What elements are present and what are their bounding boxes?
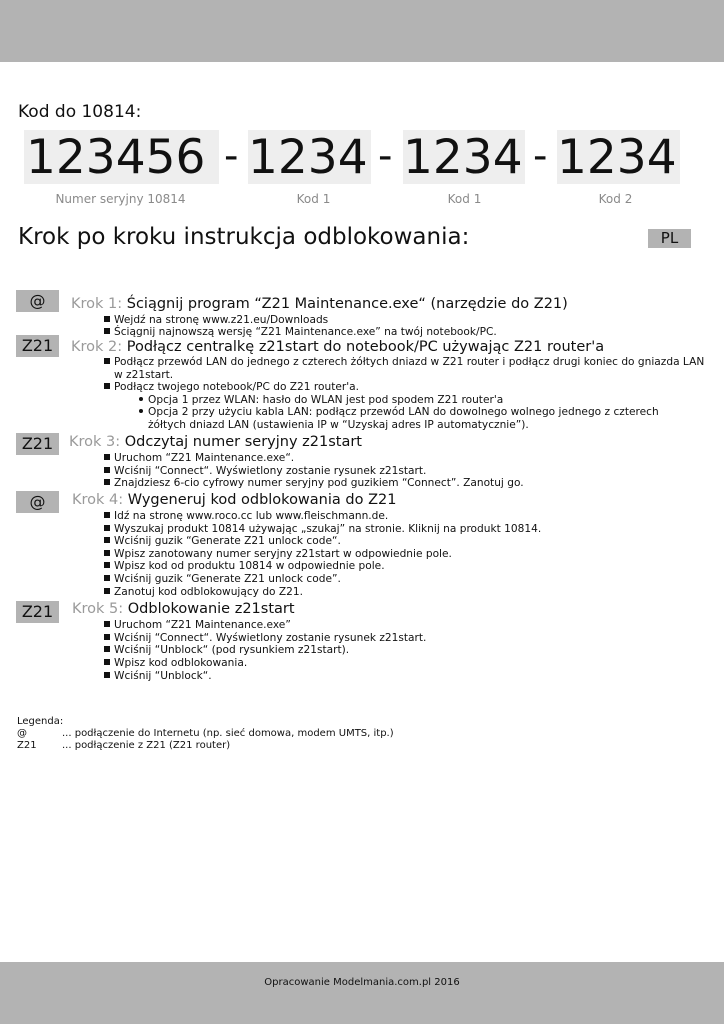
step1-title [71,296,568,312]
bullet-square-icon [104,562,110,568]
bullet-square-icon [104,383,110,389]
serial-number-caption: Numer seryjny 10814 [55,192,186,206]
list-item: Wyszukaj produkt 10814 używając „szukaj” na stronie. Kliknij na produkt 10814. [104,523,541,536]
list-item: Wpisz kod odblokowania. [104,657,247,670]
legend-symbol: @ [17,728,27,739]
step4-prefix: Krok 4: [72,492,124,508]
bullet-square-icon [104,358,110,364]
legend-symbol: Z21 [17,740,37,751]
step4-title-text: Wygeneruj kod odblokowania do Z21 [127,492,397,508]
step3-badge: Z21 [16,433,59,455]
bullet-square-icon [104,672,110,678]
list-item: Uruchom “Z21 Maintenance.exe” [104,619,291,632]
step3-title [69,434,362,450]
list-item: Wpisz zanotowany numer seryjny z21start w odpowiednie pole. [104,548,452,561]
code2-box: 1234 [557,130,680,184]
list-item: Idź na stronę www.roco.cc lub www.fleischmann.de. [104,510,388,523]
list-item: Wciśnij “Unblock“ (pod rysunkiem z21start). [104,644,349,657]
sub-list-item: Opcja 1 przez WLAN: hasło do WLAN jest pod spodem Z21 router'a [139,394,503,407]
code-separator: - [224,133,239,179]
code-separator: - [378,133,393,179]
code1-box: 1234 [248,130,371,184]
bullet-square-icon [104,479,110,485]
step4-title [72,492,396,508]
step4-badge: @ [16,491,59,513]
list-item: Uruchom “Z21 Maintenance.exe“. [104,452,294,465]
step5-prefix: Krok 5: [72,601,124,617]
code-label: Kod do 10814: [18,102,142,122]
list-item: Zanotuj kod odblokowujący do Z21. [104,586,303,599]
list-item: Wciśnij guzik “Generate Z21 unlock code“. [104,535,341,548]
code1-caption: Kod 1 [296,192,331,206]
bullet-dot-icon [139,409,143,413]
bullet-square-icon [104,588,110,594]
bullet-square-icon [104,634,110,640]
bullet-square-icon [104,646,110,652]
list-item: Wciśnij “Connect“. Wyświetlony zostanie rysunek z21start. [104,632,426,645]
language-badge: PL [648,229,691,248]
code2-caption: Kod 2 [598,192,633,206]
bullet-square-icon [104,467,110,473]
legend-text: ... podłączenie z Z21 (Z21 router) [62,740,231,751]
serial-number-box: 123456 [24,130,219,184]
step2-badge: Z21 [16,335,59,357]
step2-title [71,339,604,355]
bullet-square-icon [104,328,110,334]
step1-prefix: Krok 1: [71,296,123,312]
step3-prefix: Krok 3: [69,434,121,450]
footer-credit: Opracowanie Modelmania.com.pl 2016 [264,977,460,988]
step5-title-text: Odblokowanie z21start [127,601,295,617]
page-title: Krok po kroku instrukcja odblokowania: [18,224,470,250]
bullet-square-icon [104,537,110,543]
list-item: Znajdziesz 6-cio cyfrowy numer seryjny pod guzikiem “Connect”. Zanotuj go. [104,477,524,490]
step2-prefix: Krok 2: [71,339,123,355]
bullet-square-icon [104,454,110,460]
step5-title [72,601,295,617]
bullet-square-icon [104,525,110,531]
bullet-square-icon [104,621,110,627]
bullet-square-icon [104,550,110,556]
step2-title-text: Podłącz centralkę z21start do notebook/PC używając Z21 router'a [126,339,605,355]
list-item: Wciśnij guzik “Generate Z21 unlock code”. [104,573,341,586]
step1-title-text: Ściągnij program “Z21 Maintenance.exe“ (narzędzie do Z21) [126,296,568,312]
list-item: Wejdź na stronę www.z21.eu/Downloads [104,314,328,327]
top-bar [0,0,724,62]
bullet-square-icon [104,316,110,322]
list-item: Podłącz przewód LAN do jednego z czterech żółtych dniazd w Z21 router i podłącz drugi koniec do gniazda LAN w z21start. [104,356,714,381]
list-item: Wciśnij “Unblock“. [104,670,212,683]
list-item: Ściągnij najnowszą wersję “Z21 Maintenance.exe” na twój notebook/PC. [104,326,497,339]
step1-badge: @ [16,290,59,312]
bottom-bar [0,962,724,1024]
code1-second-caption: Kod 1 [447,192,482,206]
step3-title-text: Odczytaj numer seryjny z21start [124,434,362,450]
list-item: Wpisz kod od produktu 10814 w odpowiednie pole. [104,560,385,573]
code1-second-box: 1234 [403,130,525,184]
bullet-square-icon [104,659,110,665]
bullet-square-icon [104,512,110,518]
sub-list-item: Opcja 2 przy użyciu kabla LAN: podłącz przewód LAN do dowolnego wolnego jednego z czterech żółtych dniazd LAN (ustawienia IP w “Uzyskaj adres IP automatycznie”). [139,406,693,431]
list-item: Wciśnij “Connect“. Wyświetlony zostanie rysunek z21start. [104,465,426,478]
code-separator: - [533,133,548,179]
bullet-square-icon [104,575,110,581]
list-item: Podłącz twojego notebook/PC do Z21 router'a. [104,381,359,394]
step5-badge: Z21 [16,601,59,623]
legend-title: Legenda: [17,716,64,727]
bullet-dot-icon [139,397,143,401]
legend-text: ... podłączenie do Internetu (np. sieć domowa, modem UMTS, itp.) [62,728,394,739]
